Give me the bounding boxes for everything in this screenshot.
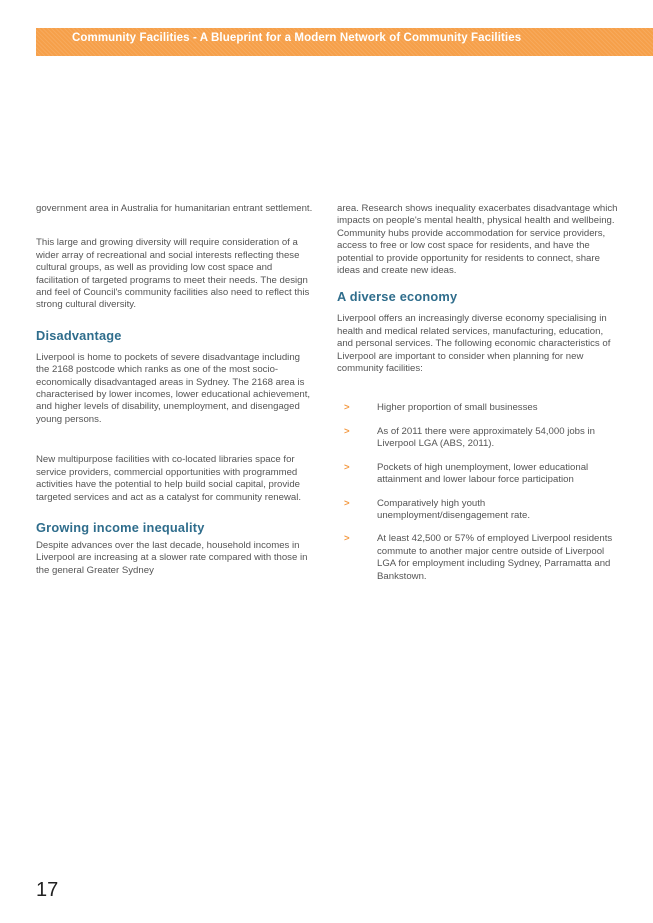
diversity-paragraph: This large and growing diversity will require consideration of a wider array of recreational and social interests reflecting these cultural groups, as well as providing low cost space and facilitation of targeted programs to meet their needs. The design and feel of Council's community facilities also need to reflect this strong cultural diversity.: [36, 237, 310, 311]
economy-bullet-list: [337, 402, 619, 582]
disadvantage-paragraph: Liverpool is home to pockets of severe disadvantage including the 2168 postcode which ranks as one of the most socio-economically disadvantaged areas in Sydney. The 2168 area is characterised by lower incomes, lower educational achievement, and higher levels of disability, unemployment, and disengaged young persons.: [36, 351, 311, 425]
continuation-paragraph: area. Research shows inequality exacerbates disadvantage which impacts on people's mental health, physical health and wellbeing. Community hubs provide accommodation for service providers, access to free or low cost space for residents, and have the potential to provide opportunity for residents to connect, share ideas and create new ideas.: [337, 203, 618, 277]
diverse-economy-heading: A diverse economy: [337, 289, 458, 305]
chevron-right-icon: >: [344, 533, 350, 545]
bullet-text: As of 2011 there were approximately 54,000 jobs in Liverpool LGA (ABS, 2011).: [377, 425, 595, 450]
document-title: Community Facilities - A Blueprint for a Modern Network of Community Facilities: [72, 32, 522, 44]
chevron-right-icon: >: [344, 461, 350, 473]
facilities-paragraph: New multipurpose facilities with co-located libraries space for service providers, commercial opportunities with programmed activities have the potential to help build social capital, provide targeted services and act as a catalyst for community renewal.: [36, 454, 302, 503]
bullet-text: Pockets of high unemployment, lower educational attainment and lower labour force participation: [377, 461, 589, 486]
right-column: [337, 203, 619, 594]
chevron-right-icon: >: [344, 497, 350, 509]
bullet-item: [337, 462, 619, 487]
chevron-right-icon: >: [344, 425, 350, 437]
bullet-text: At least 42,500 or 57% of employed Liverpool residents commute to another major centre outside of Liverpool LGA for employment including Sydney, Parramatta and Bankstown.: [377, 533, 613, 582]
intro-fragment: government area in Australia for humanitarian entrant settlement.: [36, 203, 313, 214]
bullet-item: [337, 533, 619, 583]
bullet-text: Higher proportion of small businesses: [377, 402, 538, 414]
bullet-item: [337, 402, 619, 414]
left-column: [36, 203, 314, 577]
bullet-text: Comparatively high youth unemployment/disengagement rate.: [377, 497, 531, 521]
income-inequality-heading: Growing income inequality: [36, 519, 205, 535]
bullet-item: [337, 426, 619, 451]
disadvantage-heading: Disadvantage: [36, 327, 122, 343]
page-number: 17: [36, 879, 59, 901]
bullet-item: [337, 498, 619, 523]
header-banner: [36, 28, 653, 56]
income-paragraph: Despite advances over the last decade, household incomes in Liverpool are increasing at a slower rate compared with those in the general Greater Sydney: [36, 539, 308, 576]
chevron-right-icon: >: [344, 402, 350, 414]
economy-paragraph: Liverpool offers an increasingly diverse economy specialising in health and medical related services, manufacturing, education, and personal services. The following economic characteristics of Liverpool are important to consider when planning for new community facilities:: [337, 313, 611, 375]
